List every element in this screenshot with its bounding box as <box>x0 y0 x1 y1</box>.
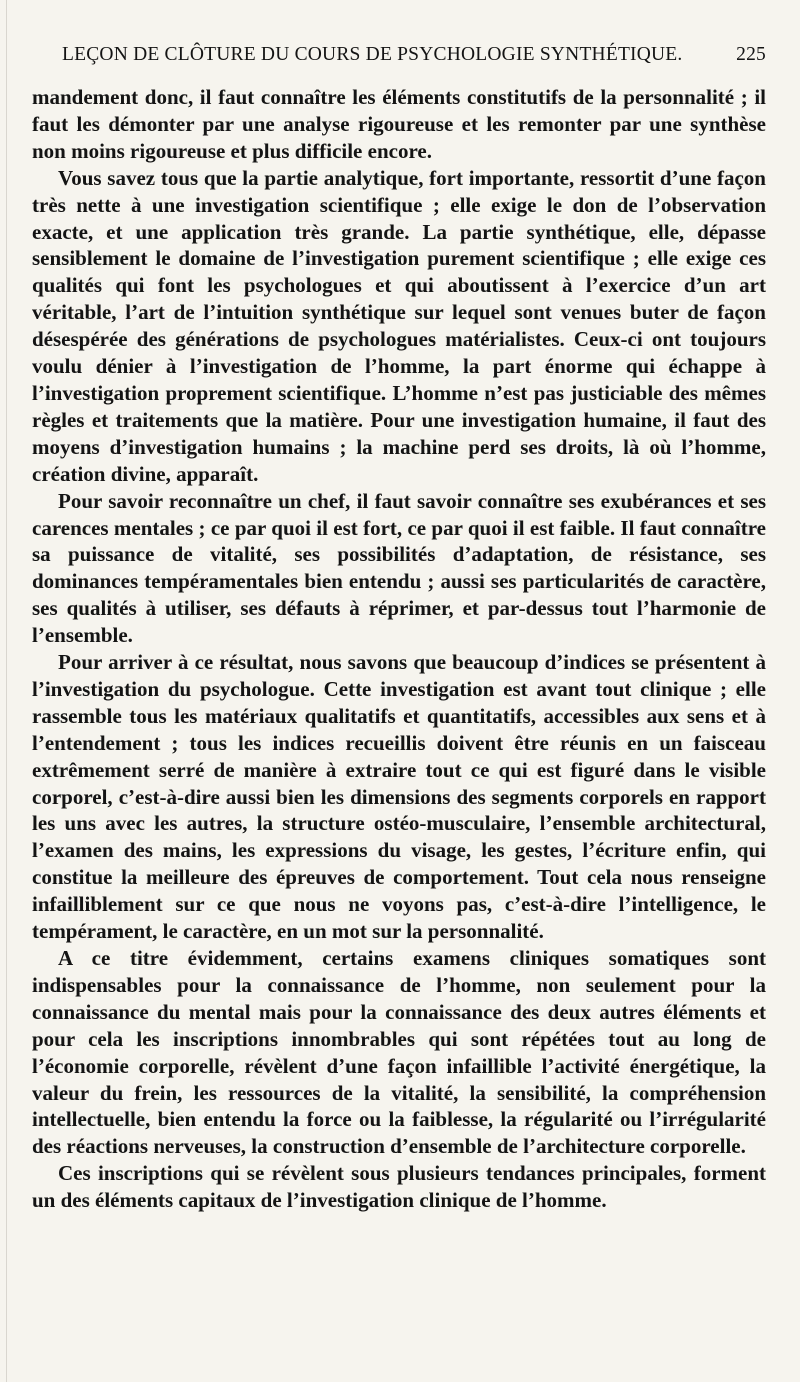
paragraph-4: Pour arriver à ce résultat, nous savons que beaucoup d’indices se présentent à l’investigation du psychologue. Cette investigation est avant tout clinique ; elle rassemble tous les matériaux qualitatifs et quantitatifs, accessibles aux sens et à l’entendement ; tous les indices recueillis doivent être réunis en un faisceau extrêmement serré de manière à extraire tout ce qui est figuré dans le visible corporel, c’est-à-dire aussi bien les dimensions des segments corporels en rapport les uns avec les autres, la structure ostéo-musculaire, l’ensemble architectural, l’examen des mains, les expressions du visage, les gestes, l’écriture enfin, qui constitue la meilleure des épreuves de comportement. Tout cela nous renseigne infailliblement sur ce que nous ne voyons pas, c’est-à-dire l’intelligence, le tempérament, le caractère, en un mot sur la personnalité. <box>32 650 766 944</box>
body-text <box>32 84 766 1214</box>
paragraph-1: mandement donc, il faut connaître les éléments constitutifs de la personnalité ; il faut les démonter par une analyse rigoureuse et les remonter par une synthèse non moins rigoureuse et plus difficile encore. <box>32 85 766 163</box>
running-title: LEÇON DE CLÔTURE DU COURS DE PSYCHOLOGIE SYNTHÉTIQUE. <box>62 44 683 65</box>
paragraph-3: Pour savoir reconnaître un chef, il faut savoir connaître ses exubérances et ses carences mentales ; ce par quoi il est fort, ce par quoi il est faible. Il faut connaître sa puissance de vitalité, ses possibilités d’adaptation, de résistance, ses dominances tempéramentales bien entendu ; aussi ses particularités de caractère, ses qualités à utiliser, ses défauts à réprimer, et par-dessus tout l’harmonie de l’ensemble. <box>32 488 766 648</box>
running-header <box>32 44 766 84</box>
paragraph-2: Vous savez tous que la partie analytique, fort importante, ressortit d’une façon très nette à une investigation scientifique ; elle exige le don de l’observation exacte, et une application très grande. La partie synthétique, elle, dépasse sensiblement le domaine de l’investigation purement scientifique ; elle exige ces qualités qui font les psychologues et qui aboutissent à l’exercice d’un art véritable, l’art de l’intuition synthétique sur lequel sont venues buter de façon désespérée des générations de psychologues matérialistes. Ceux-ci ont toujours voulu dénier à l’investigation de l’homme, la part énorme qui échappe à l’investigation proprement scientifique. L’homme n’est pas justiciable des mêmes règles et traitements que la matière. Pour une investigation humaine, il faut des moyens d’investigation humains ; la machine perd ses droits, là où l’homme, création divine, apparaît. <box>32 165 766 486</box>
page-number: 225 <box>736 44 766 65</box>
paragraph-5: A ce titre évidemment, certains examens cliniques somatiques sont indispensables pour la connaissance de l’homme, non seulement pour la connaissance du mental mais pour la connaissance des deux autres éléments et pour cela les inscriptions innombrables qui sont répétées tout au long de l’économie corporelle, révèlent d’une façon infaillible l’activité énergétique, la valeur du frein, les ressources de la vitalité, la sensibilité, la compréhension intellectuelle, bien entendu la force ou la faiblesse, la régularité ou l’irrégularité des réactions nerveuses, la construction d’ensemble de l’architecture corporelle. <box>32 946 766 1159</box>
paragraph-6: Ces inscriptions qui se révèlent sous plusieurs tendances principales, forment un des éléments capitaux de l’investigation clinique de l’homme. <box>32 1161 766 1213</box>
